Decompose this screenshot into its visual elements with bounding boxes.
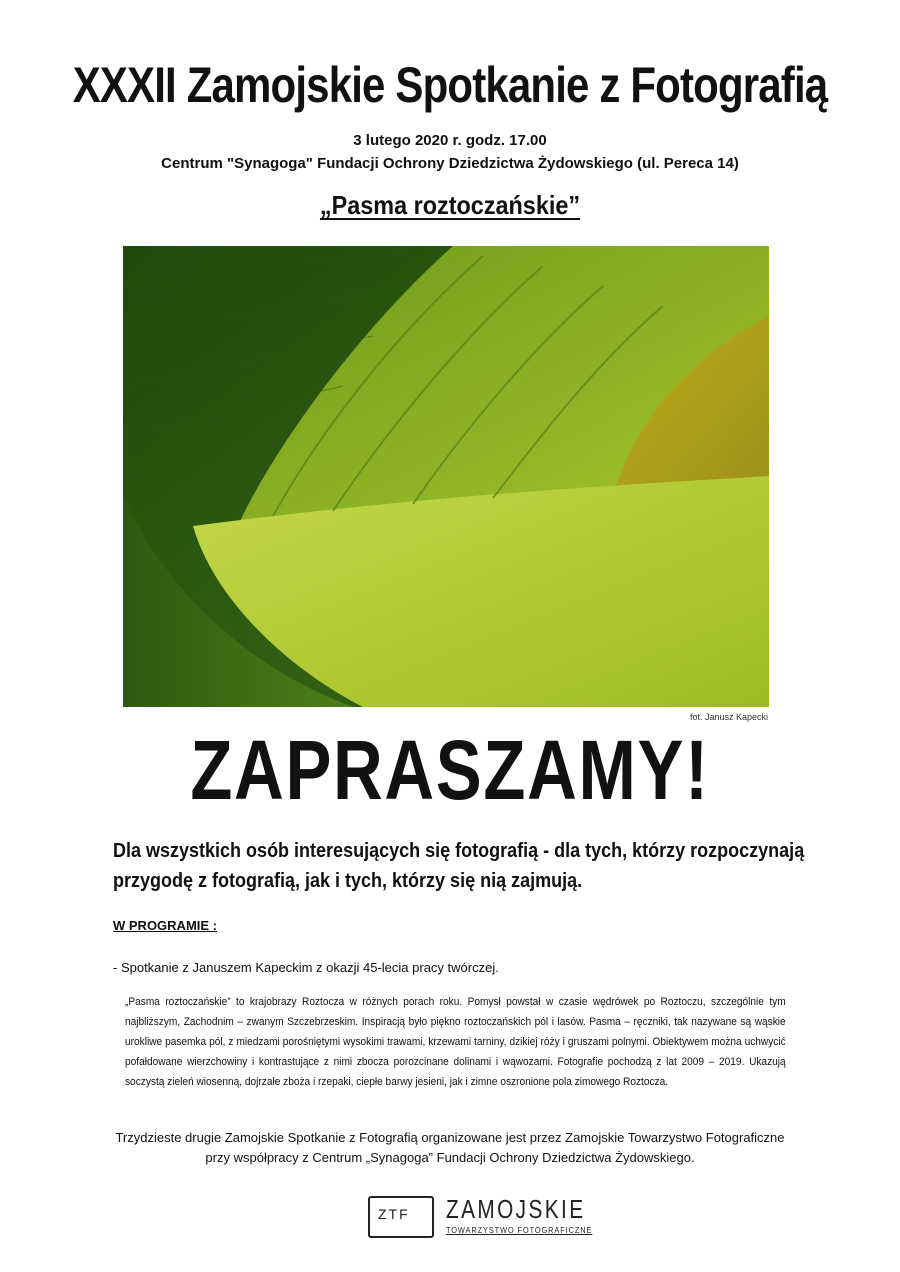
ztf-logo [368, 1192, 593, 1252]
landscape-photo-illustration [123, 246, 769, 707]
logo-subtitle: TOWARZYSTWO FOTOGRAFICZNE [446, 1226, 593, 1235]
poster-title: XXXII Zamojskie Spotkanie z Fotografią [72, 57, 828, 113]
logo-mark: ZTF [378, 1206, 410, 1222]
event-venue: Centrum "Synagoga" Fundacji Ochrony Dziedzictwa Żydowskiego (ul. Pereca 14) [161, 155, 739, 172]
exhibition-subtitle [45, 190, 855, 221]
audience-line: Dla wszystkich osób interesujących się fotografią - dla tych, którzy rozpoczynają [113, 840, 805, 862]
organizer-line: przy współpracy z Centrum „Synagoga” Fundacji Ochrony Dziedzictwa Żydowskiego. [205, 1150, 695, 1165]
exhibition-description: „Pasma roztoczańskie” to krajobrazy Roztocza w różnych porach roku. Pomysł powstał w czasie wędrówek po Roztoczu, szczególnie tym najbliższym, Zachodnim – zwanym Szczebrzeskim. Inspiracją było piękno roztoczańskich pól i lasów. Pasma – ręczniki, tak nazywane są wąskie urokliwe pasemka pól, z miedzami porośniętymi wysokimi trawami, krzewami tarniny, dzikiej róży i gruszami polnymi. Obiektywem można uchwycić pofałdowane wierzchowiny i kontrastujące z nimi zbocza porozcinane dolinami i wąwozami. Fotografie pochodzą z lat 2009 – 2019. Ukazują soczystą zieleń wiosenną, dojrzałe zboża i rzepaki, ciepłe barwy jesieni, jak i zimne oszronione pola zimowego Roztocza. [125, 996, 786, 1088]
program-heading: W PROGRAMIE : [113, 918, 217, 933]
program-item: - Spotkanie z Januszem Kapeckim z okazji 45-lecia pracy twórczej. [113, 960, 499, 975]
invite-headline: ZAPRASZAMY! [190, 723, 710, 817]
audience-line: przygodę z fotografią, jak i tych, którzy się nią zajmują. [113, 870, 583, 892]
logo-name: ZAMOJSKIE [446, 1194, 586, 1224]
photo-credit: fot. Janusz Kapecki [689, 712, 768, 722]
organizer-line: Trzydzieste drugie Zamojskie Spotkanie z Fotografią organizowane jest przez Zamojskie Towarzystwo Fotograficzne [115, 1130, 785, 1145]
exhibition-subtitle-text: „Pasma roztoczańskie” [319, 190, 581, 220]
audience-text [113, 836, 813, 896]
organizer-note [0, 1128, 900, 1168]
landscape-photo [123, 246, 769, 707]
event-date: 3 lutego 2020 r. godz. 17.00 [353, 132, 547, 149]
